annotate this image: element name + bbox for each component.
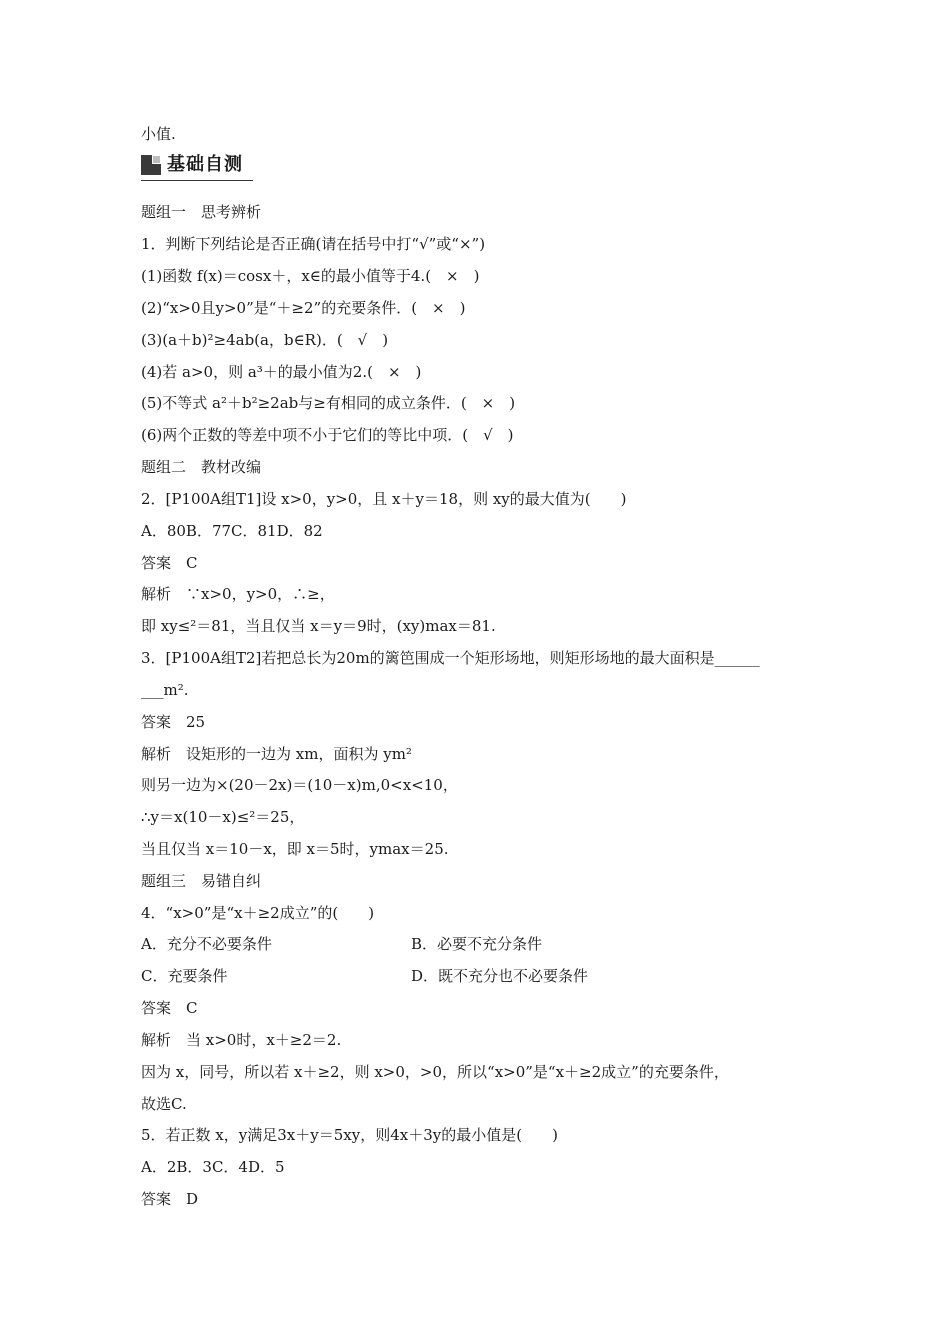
statement-item: (6)两个正数的等差中项不小于它们的等比中项．( √ ) — [141, 426, 514, 444]
group-heading: 题组三 易错自纠 — [141, 872, 262, 890]
question-stem: 2．[P100A组T1]设 x>0，y>0，且 x＋y＝18，则 xy的最大值为( ) — [141, 490, 627, 508]
option-d: D．既不充分也不必要条件 — [411, 967, 589, 985]
question-stem: ___m². — [141, 681, 189, 699]
options-line: A．80B．77C．81D．82 — [141, 522, 323, 540]
analysis-line: 故选C. — [141, 1095, 187, 1113]
question-stem: 3．[P100A组T2]若把总长为20m的篱笆围成一个矩形场地，则矩形场地的最大面积是______ — [141, 649, 760, 667]
group-heading: 题组二 教材改编 — [141, 458, 262, 476]
statement-item: (3)(a＋b)²≥4ab(a，b∈R)．( √ ) — [141, 331, 389, 349]
option-b: B．必要不充分条件 — [411, 935, 543, 953]
option-a: A．充分不必要条件 — [141, 935, 272, 953]
text-line: 小值. — [141, 125, 176, 143]
square-corner-icon — [141, 155, 161, 175]
answer-line: 答案 C — [141, 999, 198, 1017]
statement-item: (5)不等式 a²＋b²≥2ab与≥有相同的成立条件．( × ) — [141, 394, 516, 412]
analysis-line: 解析 当 x>0时，x＋≥2＝2. — [141, 1031, 342, 1049]
statement-item: (4)若 a>0，则 a³＋的最小值为2.( × ) — [141, 363, 422, 381]
analysis-line: 解析 ∵x>0，y>0，∴≥， — [141, 585, 335, 603]
statement-item: (2)“x>0且y>0”是“＋≥2”的充要条件．( × ) — [141, 299, 466, 317]
analysis-line: ∴y＝x(10－x)≤²＝25， — [141, 808, 305, 826]
analysis-line: 当且仅当 x＝10－x，即 x＝5时，ymax＝25. — [141, 840, 449, 858]
section-header — [141, 151, 253, 183]
statement-item: (1)函数 f(x)＝cosx＋，x∈的最小值等于4.( × ) — [141, 267, 480, 285]
options-line: A．2B．3C．4D．5 — [141, 1158, 285, 1176]
question-stem: 1．判断下列结论是否正确(请在括号中打“√”或“×”) — [141, 235, 486, 253]
group-heading: 题组一 思考辨析 — [141, 203, 262, 221]
analysis-line: 解析 设矩形的一边为 xm，面积为 ym² — [141, 745, 412, 763]
section-divider — [141, 180, 253, 181]
question-stem: 4．“x>0”是“x＋≥2成立”的( ) — [141, 904, 375, 922]
answer-line: 答案 D — [141, 1190, 199, 1208]
analysis-line: 则另一边为×(20－2x)＝(10－x)m,0<x<10， — [141, 776, 458, 794]
answer-line: 答案 25 — [141, 713, 206, 731]
analysis-line: 即 xy≤²＝81，当且仅当 x＝y＝9时，(xy)max＝81. — [141, 617, 496, 635]
option-c: C．充要条件 — [141, 967, 228, 985]
section-title: 基础自测 — [167, 154, 243, 175]
analysis-line: 因为 x，同号，所以若 x＋≥2，则 x>0，>0，所以“x>0”是“x＋≥2成立”的充要条件， — [141, 1063, 729, 1081]
question-stem: 5．若正数 x，y满足3x＋y＝5xy，则4x＋3y的最小值是( ) — [141, 1126, 558, 1144]
options-line — [141, 965, 830, 987]
options-line — [141, 933, 830, 955]
answer-line: 答案 C — [141, 554, 198, 572]
